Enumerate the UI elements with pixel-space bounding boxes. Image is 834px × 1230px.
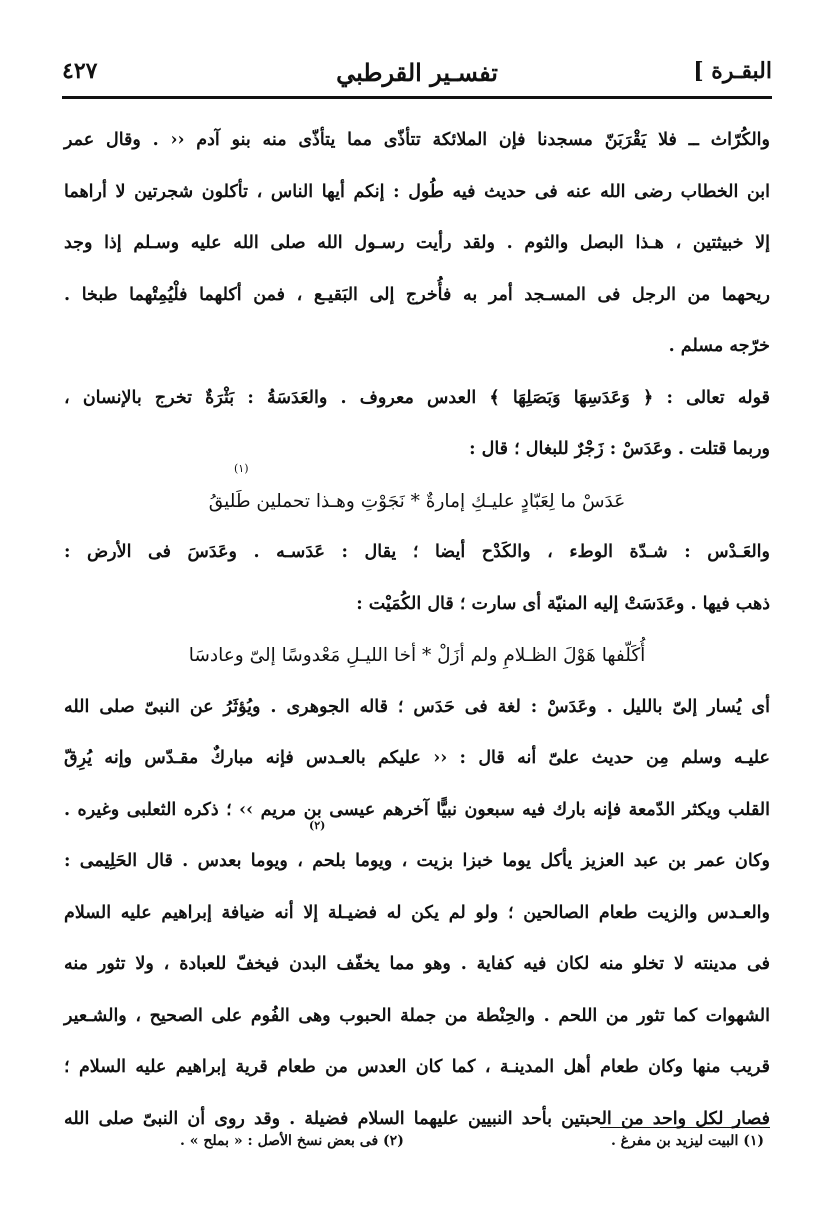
text-line: قريب منها وكان طعام أهل المدينـة ، كما كان العدس من طعام قرية إبراهيم عليه السلام ؛ bbox=[64, 1057, 770, 1077]
text-line: خرّجه مسلم . bbox=[668, 336, 770, 356]
surah-name: البقـرة ] bbox=[693, 58, 772, 84]
header-rule bbox=[62, 96, 772, 99]
text-line: فى مدينته لا تخلو منه لكان فيه كفاية . وهو مما يخفّف البدن فيخفّ للعبادة ، ولا تثور منه bbox=[64, 954, 770, 974]
text-line: وربما قتلت . وعَدَسْ : زَجْرٌ للبغال ؛ قال : bbox=[469, 439, 770, 459]
text-line: فصار لكل واحد من الحبتين بأحد النبيين عليهما السلام فضيلة . وقد روى أن النبىّ صلى الله bbox=[64, 1108, 770, 1129]
page-header bbox=[62, 52, 772, 94]
text-line: ريحهما من الرجل فى المسـجد أمر به فأُخرج إلى البَقيـع ، فمن أكلهما فلْيُمِتْهما طبخا . bbox=[64, 284, 770, 305]
footnotes bbox=[180, 1133, 764, 1149]
text-line: ابن الخطاب رضى الله عنه فى حديث فيه طُول : إنكم أيها الناس ، تأكلون شجرتين لا أراهما bbox=[64, 181, 770, 202]
text-line: قوله تعالى : ﴿ وَعَدَسِهَا وَبَصَلِهَا ﴾ العدس معروف . والعَدَسَةُ : بَثْرَةٌ تخرج بالإنسان ، bbox=[64, 387, 770, 408]
text-line: وكان عمر بن عبد العزيز يأكل يوما خبزا بزيت ، ويوما بلحم ، ويوما بعدس . قال الحَلِيمى : bbox=[64, 851, 770, 871]
verse-text: عَدَسْ ما لِعَبّادٍ عليـكِ إمارةٌ * نَجَوْتِ وهـذا تحملين طَليقُ bbox=[208, 490, 626, 512]
footnote-1: (١) البيت ليزيد بن مفرغ . bbox=[610, 1133, 764, 1149]
footnote-rule bbox=[600, 1127, 770, 1128]
text-line: والكُرّاث ــ فلا يَقْرَبَنّ مسجدنا فإن الملائكة تتأذّى مما يتأذّى منه بنو آدم ‹‹ . وقال عمر bbox=[64, 130, 770, 150]
main-text bbox=[64, 115, 770, 1145]
text-line: ذهب فيها . وعَدَسَتْ إليه المنيّة أى سارت ؛ قال الكُمَيْت : bbox=[356, 593, 770, 614]
poetry-verse: أُكَلّفها هَوْلَ الظـلامِ ولم أزَلْ * أخا الليـلِ مَعْدوسًا إلىّ وعادسَا bbox=[188, 645, 646, 666]
text-line: عليـه وسلم مِن حديث علىّ أنه قال : ‹‹ عليكم بالعـدس فإنه مباركٌ مقـدّس وإنه يُرِقّ bbox=[64, 748, 770, 768]
text-line: الشهوات كما تثور من اللحم . والحِنْطة من جملة الحبوب وهى الفُوم على الصحيح ، والشـعير bbox=[64, 1005, 770, 1026]
footnote-marker: (٢) bbox=[309, 818, 326, 832]
footnote-2: (٢) فى بعض نسخ الأصل : « بملح » . bbox=[180, 1133, 404, 1149]
text-line: أى يُسار إلىّ بالليل . وعَدَسْ : لغة فى حَدَس ؛ قاله الجوهرى . ويُؤثَرُ عن النبىّ صلى الله bbox=[64, 696, 770, 717]
page-number: ٤٢٧ bbox=[62, 58, 98, 84]
text-line: والعَـدْس : شـدّة الوطء ، والكَدْح أيضا ؛ يقال : عَدَسـه . وعَدَسَ فى الأرض : bbox=[64, 542, 770, 562]
text-line: إلا خبيثتين ، هـذا البصل والثوم . ولقد رأيت رسـول الله صلى الله عليه وسـلم إذا وجد bbox=[64, 233, 770, 253]
text-line: والعـدس والزيت طعام الصالحين ؛ ولو لم يكن له فضيـلة إلا أنه ضيافة إبراهيم عليه السلام bbox=[64, 902, 770, 923]
text-line-content: القلب ويكثر الدّمعة فإنه بارك فيه سبعون نبيًّا آخرهم عيسى بن مريم ›› ؛ ذكره الثعلبى وغيره . bbox=[64, 799, 770, 820]
footnote-marker: (١) bbox=[234, 461, 249, 475]
poetry-verse bbox=[64, 461, 770, 528]
text-line bbox=[64, 785, 770, 837]
book-title: تفسـير القرطبي bbox=[336, 58, 498, 87]
